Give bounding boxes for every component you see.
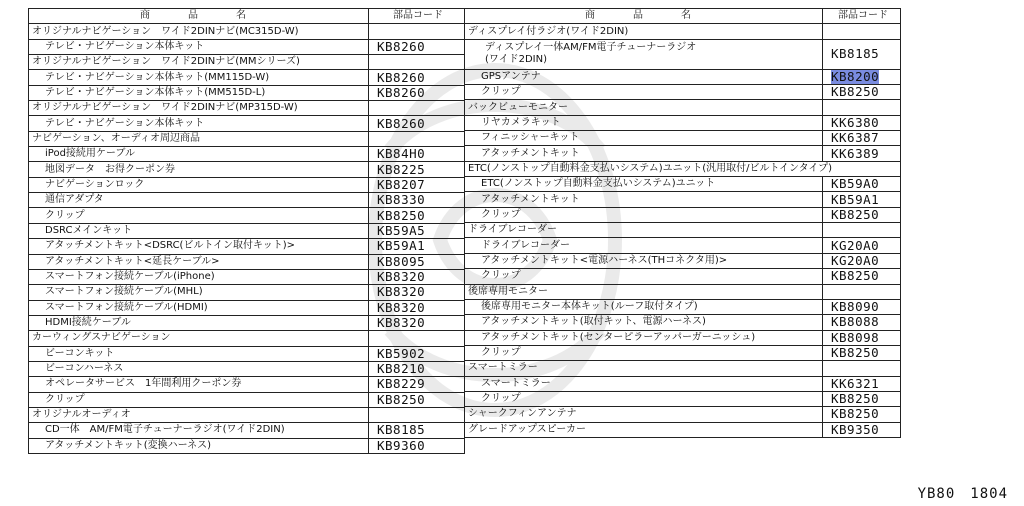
category-label: スマートミラー [465, 361, 823, 376]
product-name: アタッチメントキット [465, 146, 823, 161]
category-row [29, 407, 465, 422]
category-row [29, 24, 465, 39]
product-name: クリップ [465, 269, 823, 284]
product-name: スマートフォン接続ケーブル(HDMI) [29, 300, 369, 315]
category-label: ディスプレイ付ラジオ(ワイド2DIN) [465, 24, 823, 39]
parts-table-left [28, 8, 465, 454]
product-name: アタッチメントキット<電源ハーネス(THコネクタ用)> [465, 253, 823, 268]
part-code: KB8098 [823, 330, 901, 345]
table-row [29, 423, 465, 438]
table-row [465, 330, 901, 345]
product-name: スマートフォン接続ケーブル(MHL) [29, 285, 369, 300]
part-code: KK6380 [823, 115, 901, 130]
part-code: KB8229 [369, 377, 465, 392]
table-row [465, 177, 901, 192]
table-row [465, 391, 901, 406]
part-code: KB8250 [823, 85, 901, 100]
table-row [29, 361, 465, 376]
category-row [465, 284, 901, 299]
table-row [29, 177, 465, 192]
product-name [465, 39, 823, 69]
product-name: CD一体 AM/FM電子チューナーラジオ(ワイド2DIN) [29, 423, 369, 438]
parts-table-right [464, 8, 901, 438]
part-code: KB8250 [823, 345, 901, 360]
category-row [29, 55, 465, 70]
product-name: iPod接続用ケーブル [29, 147, 369, 162]
part-code: KB8095 [369, 254, 465, 269]
part-code: KB8185 [369, 423, 465, 438]
category-label: オリジナルオーディオ [29, 407, 369, 422]
selected-part-code[interactable]: KB8200 [831, 69, 880, 84]
category-label: 後席専用モニター [465, 284, 823, 299]
table-row [29, 377, 465, 392]
product-name-line2: (ワイド2DIN) [485, 54, 547, 66]
product-name: クリップ [465, 391, 823, 406]
product-name: クリップ [29, 392, 369, 407]
header-name: 商 品 名 [465, 9, 823, 24]
table-row [29, 346, 465, 361]
part-code: KB8210 [369, 361, 465, 376]
table-header-row [465, 9, 901, 24]
product-name: クリップ [465, 345, 823, 360]
table-row [29, 438, 465, 453]
category-row [29, 101, 465, 116]
part-code: KB59A1 [823, 192, 901, 207]
table-row [465, 207, 901, 222]
part-code: KB8260 [369, 85, 465, 100]
table-row [29, 193, 465, 208]
category-label: カーウィングスナビゲーション [29, 331, 369, 346]
header-name: 商 品 名 [29, 9, 369, 24]
part-code: KB8320 [369, 269, 465, 284]
part-code: KB8088 [823, 315, 901, 330]
part-code [823, 24, 901, 39]
table-row [29, 254, 465, 269]
table-row [29, 315, 465, 330]
part-code: KB8250 [823, 391, 901, 406]
category-label: ETC(ノンストップ自動料金支払いシステム)ユニット(汎用取付/ビルトインタイプ) [465, 161, 901, 176]
part-code [369, 131, 465, 146]
part-code [823, 100, 901, 115]
product-name: スマートミラー [465, 376, 823, 391]
category-label: バックビューモニター [465, 100, 823, 115]
part-code: KB59A5 [369, 223, 465, 238]
category-row [465, 100, 901, 115]
header-code: 部品コード [823, 9, 901, 24]
table-header-row [29, 9, 465, 24]
table-row [465, 85, 901, 100]
product-name: テレビ・ナビゲーション本体キット [29, 39, 369, 54]
product-name: アタッチメントキット [465, 192, 823, 207]
table-row [29, 223, 465, 238]
product-name: アタッチメントキット(センターピラーアッパーガーニッシュ) [465, 330, 823, 345]
category-label: オリジナルナビゲーション ワイド2DINナビ(MC315D-W) [29, 24, 369, 39]
product-name: アタッチメントキット<DSRC(ビルトイン取付キット)> [29, 239, 369, 254]
product-name: テレビ・ナビゲーション本体キット [29, 116, 369, 131]
table-row [465, 299, 901, 314]
part-code: KB8330 [369, 193, 465, 208]
product-name: 通信アダプタ [29, 193, 369, 208]
table-row [29, 208, 465, 223]
part-code [369, 55, 465, 70]
part-code: KB8207 [369, 177, 465, 192]
product-name: アタッチメントキット<延長ケーブル> [29, 254, 369, 269]
category-label: オリジナルナビゲーション ワイド2DINナビ(MP315D-W) [29, 101, 369, 116]
part-code [823, 223, 901, 238]
category-row [465, 422, 901, 437]
table-row [29, 269, 465, 284]
category-row [465, 24, 901, 39]
part-code: KB9350 [823, 422, 901, 437]
product-name: テレビ・ナビゲーション本体キット(MM515D-L) [29, 85, 369, 100]
part-code [369, 101, 465, 116]
product-name: DSRCメインキット [29, 223, 369, 238]
category-row [465, 161, 901, 176]
part-code: KB8250 [823, 269, 901, 284]
table-row [465, 253, 901, 268]
part-code [823, 69, 901, 84]
product-name: スマートフォン接続ケーブル(iPhone) [29, 269, 369, 284]
table-row [465, 131, 901, 146]
part-code: KB9360 [369, 438, 465, 453]
part-code: KB84H0 [369, 147, 465, 162]
part-code: KB8260 [369, 70, 465, 85]
part-code: KB5902 [369, 346, 465, 361]
table-row [29, 300, 465, 315]
category-row [29, 331, 465, 346]
product-name: クリップ [29, 208, 369, 223]
table-row [29, 85, 465, 100]
table-row [29, 285, 465, 300]
part-code [369, 24, 465, 39]
header-code: 部品コード [369, 9, 465, 24]
table-row [29, 147, 465, 162]
part-code: KK6387 [823, 131, 901, 146]
part-code: KB59A0 [823, 177, 901, 192]
product-name: ドライブレコーダー [465, 238, 823, 253]
part-code [369, 331, 465, 346]
table-row [465, 269, 901, 284]
table-row [465, 345, 901, 360]
table-row [29, 162, 465, 177]
category-row [465, 361, 901, 376]
product-name: クリップ [465, 207, 823, 222]
product-name: 地図データ お得クーポン券 [29, 162, 369, 177]
part-code: KB8225 [369, 162, 465, 177]
document-code: YB80 1804 [917, 486, 1008, 502]
category-label: ナビゲーション、オーディオ周辺商品 [29, 131, 369, 146]
table-row [29, 39, 465, 54]
category-label: オリジナルナビゲーション ワイド2DINナビ(MMシリーズ) [29, 55, 369, 70]
part-code: KK6389 [823, 146, 901, 161]
product-name: アタッチメントキット(変換ハーネス) [29, 438, 369, 453]
table-row [465, 39, 901, 69]
table-row [465, 115, 901, 130]
part-code [369, 407, 465, 422]
part-code: KG20A0 [823, 253, 901, 268]
product-name: オペレータサービス 1年間利用クーポン券 [29, 377, 369, 392]
part-code: KB8320 [369, 285, 465, 300]
category-label: グレードアップスピーカー [465, 422, 823, 437]
table-row [29, 392, 465, 407]
part-code: KK6321 [823, 376, 901, 391]
part-code: KB8250 [369, 208, 465, 223]
part-code: KG20A0 [823, 238, 901, 253]
part-code: KB8320 [369, 300, 465, 315]
table-row [465, 192, 901, 207]
product-name: リヤカメラキット [465, 115, 823, 130]
product-name: HDMI接続ケーブル [29, 315, 369, 330]
product-name: ナビゲーションロック [29, 177, 369, 192]
product-name: テレビ・ナビゲーション本体キット(MM115D-W) [29, 70, 369, 85]
product-name-line1: ディスプレイ一体AM/FM電子チューナーラジオ [485, 42, 697, 54]
category-label: ドライブレコーダー [465, 223, 823, 238]
table-row [29, 70, 465, 85]
part-code: KB59A1 [369, 239, 465, 254]
category-label: シャークフィンアンテナ [465, 407, 823, 422]
part-code [823, 361, 901, 376]
table-row [29, 239, 465, 254]
product-name: クリップ [465, 85, 823, 100]
table-row [465, 69, 901, 84]
part-code: KB8320 [369, 315, 465, 330]
product-name: 後席専用モニター本体キット(ルーフ取付タイプ) [465, 299, 823, 314]
table-row [29, 116, 465, 131]
category-row [29, 131, 465, 146]
product-name: フィニッシャーキット [465, 131, 823, 146]
category-row [465, 407, 901, 422]
part-code: KB8260 [369, 116, 465, 131]
part-code: KB8250 [369, 392, 465, 407]
table-row [465, 146, 901, 161]
category-row [465, 223, 901, 238]
table-row [465, 238, 901, 253]
part-code: KB8185 [823, 39, 901, 69]
part-code [823, 284, 901, 299]
product-name: ビーコンハーネス [29, 361, 369, 376]
part-code: KB8250 [823, 207, 901, 222]
product-name: ビーコンキット [29, 346, 369, 361]
product-name: ETC(ノンストップ自動料金支払いシステム)ユニット [465, 177, 823, 192]
product-name: GPSアンテナ [465, 69, 823, 84]
table-row [465, 315, 901, 330]
product-name: アタッチメントキット(取付キット、電源ハーネス) [465, 315, 823, 330]
part-code: KB8260 [369, 39, 465, 54]
table-row [465, 376, 901, 391]
part-code: KB8250 [823, 407, 901, 422]
part-code: KB8090 [823, 299, 901, 314]
